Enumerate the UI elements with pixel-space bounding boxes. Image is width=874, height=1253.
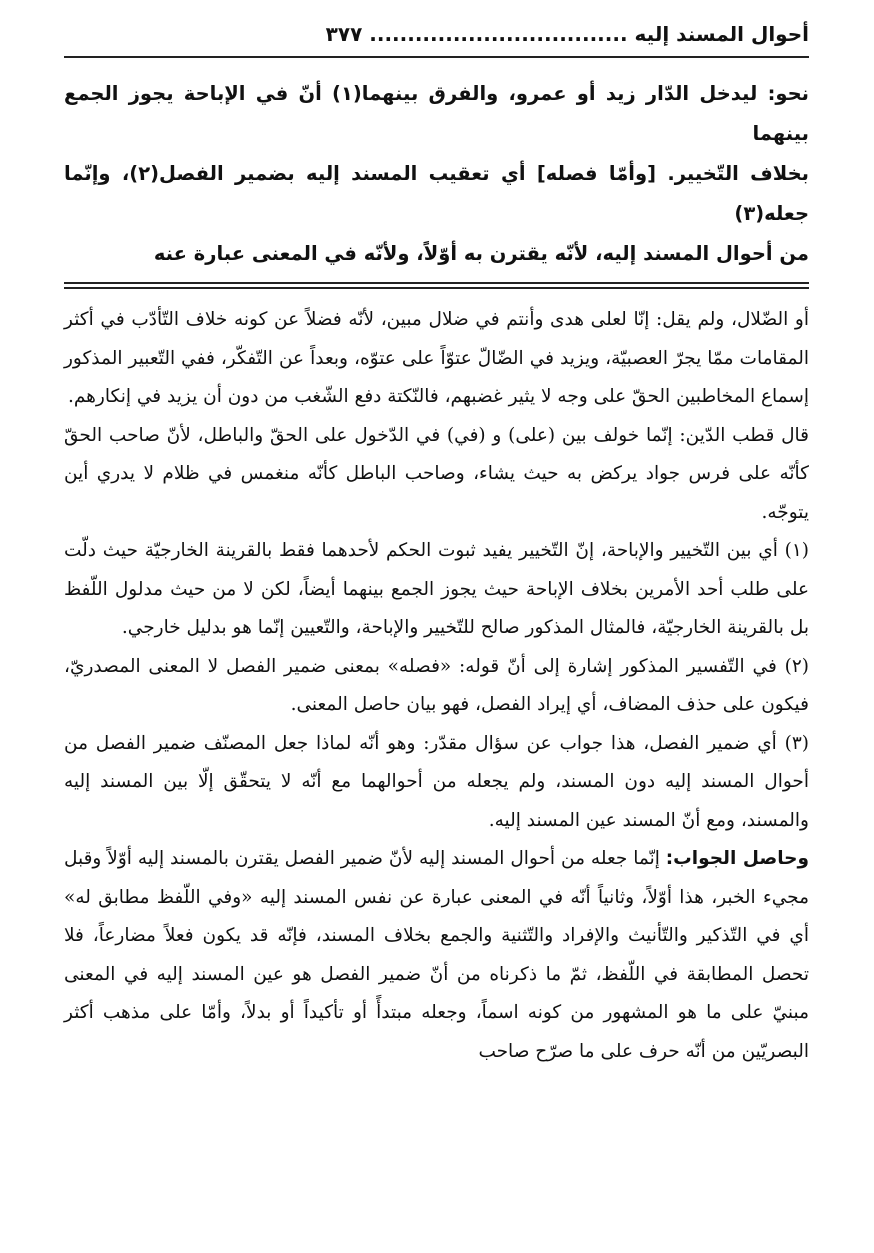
answer-lead: وحاصل الجواب: xyxy=(665,848,809,869)
main-text xyxy=(64,74,809,274)
commentary-paragraph: قال قطب الدّين: إنّما خولف بين (على) و (في) في الدّخول على الحقّ والباطل، لأنّ صاحب الحقّ كأنّه على فرس جواد يركض به حيث يشاء، وصاحب الباطل كأنّه منغمس في ظلام لا يدري أين يتوجّه. xyxy=(64,424,809,523)
book-page xyxy=(64,12,809,1071)
header-leader-dots: .................................. xyxy=(369,22,628,46)
running-header xyxy=(64,12,809,58)
footnote-3: (٣) أي ضمير الفصل، هذا جواب عن سؤال مقدّر: وهو أنّه لماذا جعل المصنّف ضمير الفصل من أحوال المسند إليه دون المسند، ولم يجعله من أحوالهما مع أنّه لا يتحقّق إلّا بين المسند إليه والمسند، ومع أنّ المسند عين المسند إليه. xyxy=(64,732,809,831)
commentary-paragraph xyxy=(64,840,809,1071)
commentary-paragraph: أو الضّلال، ولم يقل: إنّا لعلى هدى وأنتم في ضلال مبين، لأنّه فضلاً عن كونه خلاف التّأدّب في أكثر المقامات ممّا يجرّ العصبيّة، ويزيد في الضّالّ عتوّاً على عتوّه، وبعداً عن التّفكّر، ففي التّعبير المذكور إسماع المخاطبين الحقّ على وجه لا يثير غضبهم، فالنّكتة دفع الشّغب من دون أن يزيد في إنكارهم. xyxy=(64,309,809,407)
header-title: أحوال المسند إليه xyxy=(634,22,809,46)
main-text-line: بخلاف التّخيير. [وأمّا فصله] أي تعقيب المسند إليه بضمير الفصل(٢)، وإنّما جعله(٣) xyxy=(64,162,809,225)
main-text-line: نحو: ليدخل الدّار زيد أو عمرو، والفرق بينهما(١) أنّ في الإباحة يجوز الجمع بينهما xyxy=(64,82,809,145)
page-number: ٣٧٧ xyxy=(325,22,363,46)
footnote-2: (٢) في التّفسير المذكور إشارة إلى أنّ قوله: «فصله» بمعنى ضمير الفصل لا المعنى المصدريّ، فيكون على حذف المضاف، أي إيراد الفصل، فهو بيان حاصل المعنى. xyxy=(64,655,809,715)
answer-body: إنّما جعله من أحوال المسند إليه لأنّ ضمير الفصل يقترن بالمسند إليه أوّلاً وقبل مجيء الخبر، هذا أوّلاً، وثانياً أنّه في المعنى عبارة عن نفس المسند إليه «وفي اللّفظ مطابق له» أي في التّذكير والتّأنيث والإفراد والتّثنية والجمع بخلاف المسند، فإنّه قد يكون فعلاً مضارعاً، فلا تحصل المطابقة في اللّفظ، ثمّ ما ذكرناه من أنّ ضمير الفصل هو عين المسند إليه في المعنى مبنيّ على ما هو المشهور من كونه اسماً، وجعله مبتدأً أو تأكيداً أو بدلاً، وأمّا على مذهب أكثر البصريّين من أنّه حرف على ما صرّح صاحب xyxy=(64,848,809,1062)
main-text-line: من أحوال المسند إليه، لأنّه يقترن به أوّلاً، ولأنّه في المعنى عبارة عنه xyxy=(153,242,809,265)
footnote-1: (١) أي بين التّخيير والإباحة، إنّ التّخيير يفيد ثبوت الحكم لأحدهما فقط بالقرينة الخارجيّة حيث دلّت على طلب أحد الأمرين بخلاف الإباحة حيث يجوز الجمع بينهما أيضاً، لكن لا من حيث مدلول اللّفظ بل بالقرينة الخارجيّة، فالمثال المذكور صالح للتّخيير والإباحة، والتّعيين إنّما هو بدليل خارجي. xyxy=(64,540,809,638)
commentary xyxy=(64,301,809,1071)
double-divider xyxy=(64,282,809,289)
